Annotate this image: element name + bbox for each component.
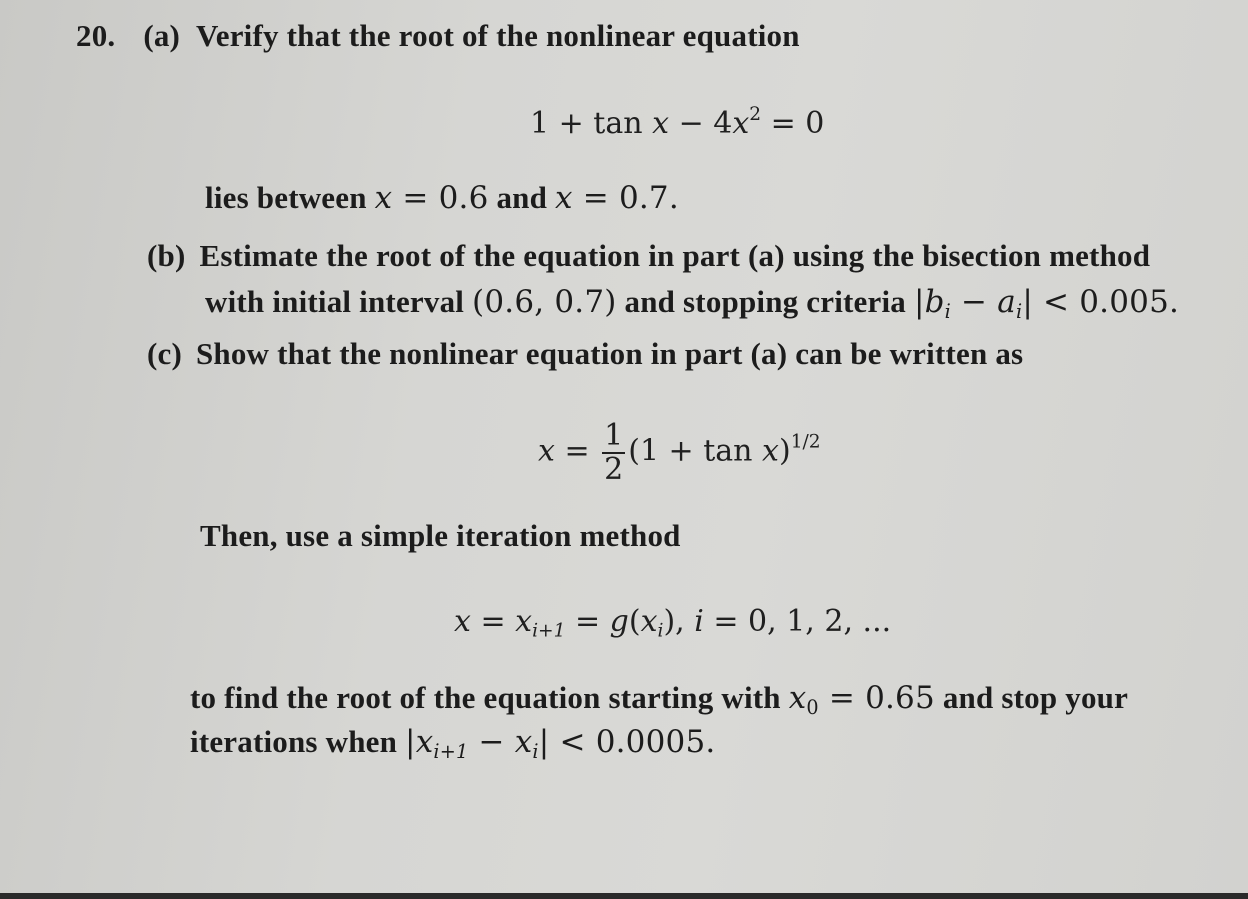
crit-close: | < 0.005.	[1022, 284, 1180, 320]
eq-a-rhs: = 0	[761, 106, 825, 141]
part-a-label: (a)	[143, 18, 181, 53]
final-x2: x	[514, 724, 533, 760]
then-line	[200, 518, 681, 554]
eq-c-x: x	[538, 433, 555, 469]
crit-b: b	[924, 284, 945, 320]
part-b-text-2: with initial interval	[205, 284, 473, 319]
eq-c-close: )	[778, 433, 791, 469]
part-b-criteria-text: and stopping criteria	[616, 284, 914, 319]
iter-sub2: i	[657, 620, 664, 642]
lies-val1: = 0.6	[392, 180, 489, 216]
page-bottom-edge	[0, 893, 1248, 899]
iter-eq1: =	[470, 604, 516, 639]
part-b-line2	[205, 284, 1180, 323]
equation-a	[530, 103, 825, 141]
crit-a: a	[997, 284, 1016, 320]
lies-and: and	[488, 180, 555, 215]
eq-c-eq: =	[554, 433, 600, 469]
problem-header-line	[76, 18, 800, 54]
part-b-line1	[147, 238, 1150, 274]
eq-c-x2: x	[762, 433, 779, 469]
part-b-interval: (0.6, 0.7)	[472, 284, 617, 320]
eq-a-exp: 2	[749, 103, 762, 125]
eq-c-exp: 1/2	[790, 431, 821, 453]
iter-i: i	[694, 604, 704, 639]
iteration-equation	[454, 604, 892, 642]
final-text-2: iterations when	[190, 724, 406, 759]
final-line1	[190, 680, 1129, 719]
final-x1: x	[415, 724, 434, 760]
part-c-text-1: Show that the nonlinear equation in part (a) can be written as	[195, 336, 1024, 371]
crit-i1: i	[944, 299, 951, 323]
iter-xi1: x	[515, 604, 533, 639]
eq-a-lhs: 1 + tan	[530, 106, 653, 141]
final-criteria-math	[405, 724, 716, 763]
iter-close: ),	[663, 604, 695, 639]
iter-x: x	[454, 604, 471, 639]
final-text-1-end: and stop your	[934, 680, 1129, 715]
final-text-1: to find the root of the equation starting with	[190, 680, 789, 715]
final-x0-val: = 0.65	[818, 680, 935, 716]
part-b-criteria-math	[913, 284, 1180, 323]
final-open: |	[405, 724, 416, 760]
lies-var1: x	[374, 180, 393, 216]
part-c-line1	[147, 336, 1023, 372]
iter-eq2: =	[565, 604, 610, 639]
iter-xi: x	[640, 604, 658, 639]
final-x0: x	[788, 680, 807, 716]
problem-number: 20.	[76, 18, 116, 53]
final-sub2: i	[532, 739, 539, 763]
final-close: | < 0.0005.	[538, 724, 716, 760]
lies-val2: = 0.7.	[572, 180, 679, 216]
then-text: Then, use a simple iteration method	[200, 518, 681, 553]
eq-a-var2: x	[732, 106, 750, 141]
eq-a-var: x	[652, 106, 670, 141]
eq-c-fraction	[602, 420, 625, 485]
final-x0-math	[788, 680, 935, 719]
eq-c-paren: (1 + tan	[628, 433, 763, 469]
lies-between-line	[205, 180, 679, 216]
iter-sub1: i+1	[532, 620, 566, 642]
eq-c-frac-den: 2	[604, 451, 624, 487]
iter-range: = 0, 1, 2, ...	[703, 604, 892, 639]
iter-open: (	[628, 604, 641, 639]
lies-text: lies between	[205, 180, 375, 215]
equation-c	[538, 420, 821, 485]
part-b-text-1: Estimate the root of the equation in part (a) using the bisection method	[199, 238, 1151, 273]
final-sub1: i+1	[433, 739, 469, 763]
part-b-label: (b)	[147, 238, 186, 273]
final-minus: −	[468, 724, 515, 760]
part-a-text: Verify that the root of the nonlinear equation	[196, 18, 800, 53]
crit-minus: −	[950, 284, 998, 320]
iter-g: g	[609, 604, 629, 639]
final-line2	[190, 724, 716, 763]
eq-a-mid: − 4	[669, 106, 733, 141]
lies-var2: x	[554, 180, 573, 216]
part-c-label: (c)	[147, 336, 183, 371]
crit-open: |	[913, 284, 925, 320]
eq-c-frac-num: 1	[604, 418, 624, 453]
crit-i2: i	[1015, 299, 1023, 323]
final-sub0: 0	[806, 695, 819, 719]
